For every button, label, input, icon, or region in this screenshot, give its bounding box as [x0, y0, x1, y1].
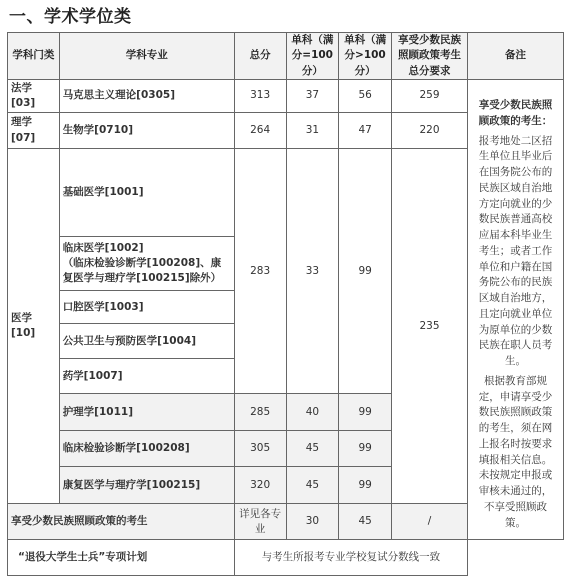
header-row [8, 33, 564, 80]
header-minority: 享受少数民族照顾政策考生总分要求 [392, 33, 468, 80]
category-law: 法学[03] [8, 80, 60, 113]
major-nursing: 护理学[1011] [59, 394, 234, 431]
total-rehab: 320 [234, 467, 286, 504]
table-row-veterans [8, 540, 564, 576]
notes-cell [467, 80, 563, 540]
singleover-minority-policy: 45 [339, 504, 392, 540]
header-major: 学科专业 [59, 33, 234, 80]
total-science: 264 [234, 113, 286, 149]
table-row-law [8, 80, 564, 113]
major-rehab: 康复医学与理疗学[100215] [59, 467, 234, 504]
single100-lab-diagnosis: 45 [286, 431, 339, 467]
major-public-health: 公共卫生与预防医学[1004] [59, 324, 234, 359]
veterans-label: “退役大学生士兵”专项计划 [8, 540, 235, 576]
minority-law: 259 [392, 80, 468, 113]
section-heading: 一、学术学位类 [9, 7, 132, 27]
total-nursing: 285 [234, 394, 286, 431]
major-clinical-medicine-label: 临床医学[1002] [62, 241, 144, 254]
header-notes: 备注 [467, 33, 563, 80]
single100-rehab: 45 [286, 467, 339, 504]
major-lab-diagnosis: 临床检验诊断学[100208] [59, 431, 234, 467]
minority-minority-policy: / [392, 504, 468, 540]
major-clinical-medicine-exception: （临床检验诊断学[100208]、康复医学与理疗学[100215]除外） [62, 257, 222, 285]
veterans-text: 与考生所报考专业学校复试分数线一致 [234, 540, 467, 576]
singleover-law: 56 [339, 80, 392, 113]
total-lab-diagnosis: 305 [234, 431, 286, 467]
major-stomatology: 口腔医学[1003] [59, 291, 234, 324]
minority-medicine: 235 [392, 149, 468, 504]
major-marxism: 马克思主义理论[0305] [59, 80, 234, 113]
singleover-nursing: 99 [339, 394, 392, 431]
category-science: 理学[07] [8, 113, 60, 149]
header-single-100: 单科（满分=100分） [286, 33, 339, 80]
singleover-lab-diagnosis: 99 [339, 431, 392, 467]
major-basic-medicine: 基础医学[1001] [59, 149, 234, 237]
total-law: 313 [234, 80, 286, 113]
single100-medicine-group: 33 [286, 149, 339, 394]
notes-title: 享受少数民族照顾政策的考生： [478, 99, 553, 127]
singleover-medicine-group: 99 [339, 149, 392, 394]
category-medicine: 医学[10] [8, 149, 60, 504]
major-clinical-medicine [59, 237, 234, 291]
notes-paragraph-1: 报考地处二区招生单位且毕业后在国务院公布的民族区域自治地方定向就业的少数民族普通高校应届本科毕业生考生；或者工作单位和户籍在国务院公布的民族区域自治地方，且定向就业单位为原单位的少数民族在职人员考生。 [478, 134, 553, 367]
header-category: 学科门类 [8, 33, 60, 80]
major-biology: 生物学[0710] [59, 113, 234, 149]
single100-science: 31 [286, 113, 339, 149]
header-single-over100: 单科（满分>100分） [339, 33, 392, 80]
single100-nursing: 40 [286, 394, 339, 431]
total-minority-policy: 详见各专业 [234, 504, 286, 540]
notes-paragraph-2: 根据教育部规定，申请享受少数民族照顾政策的考生，须在网上报名时按要求填报相关信息。未按规定申报或审核未通过的，不享受照顾政策。 [478, 374, 553, 529]
minority-science: 220 [392, 113, 468, 149]
major-pharmacy: 药学[1007] [59, 359, 234, 394]
singleover-rehab: 99 [339, 467, 392, 504]
single100-minority-policy: 30 [286, 504, 339, 540]
score-table [7, 32, 564, 576]
singleover-science: 47 [339, 113, 392, 149]
single100-law: 37 [286, 80, 339, 113]
header-total: 总分 [234, 33, 286, 80]
minority-policy-label: 享受少数民族照顾政策的考生 [8, 504, 235, 540]
total-medicine-group: 283 [234, 149, 286, 394]
